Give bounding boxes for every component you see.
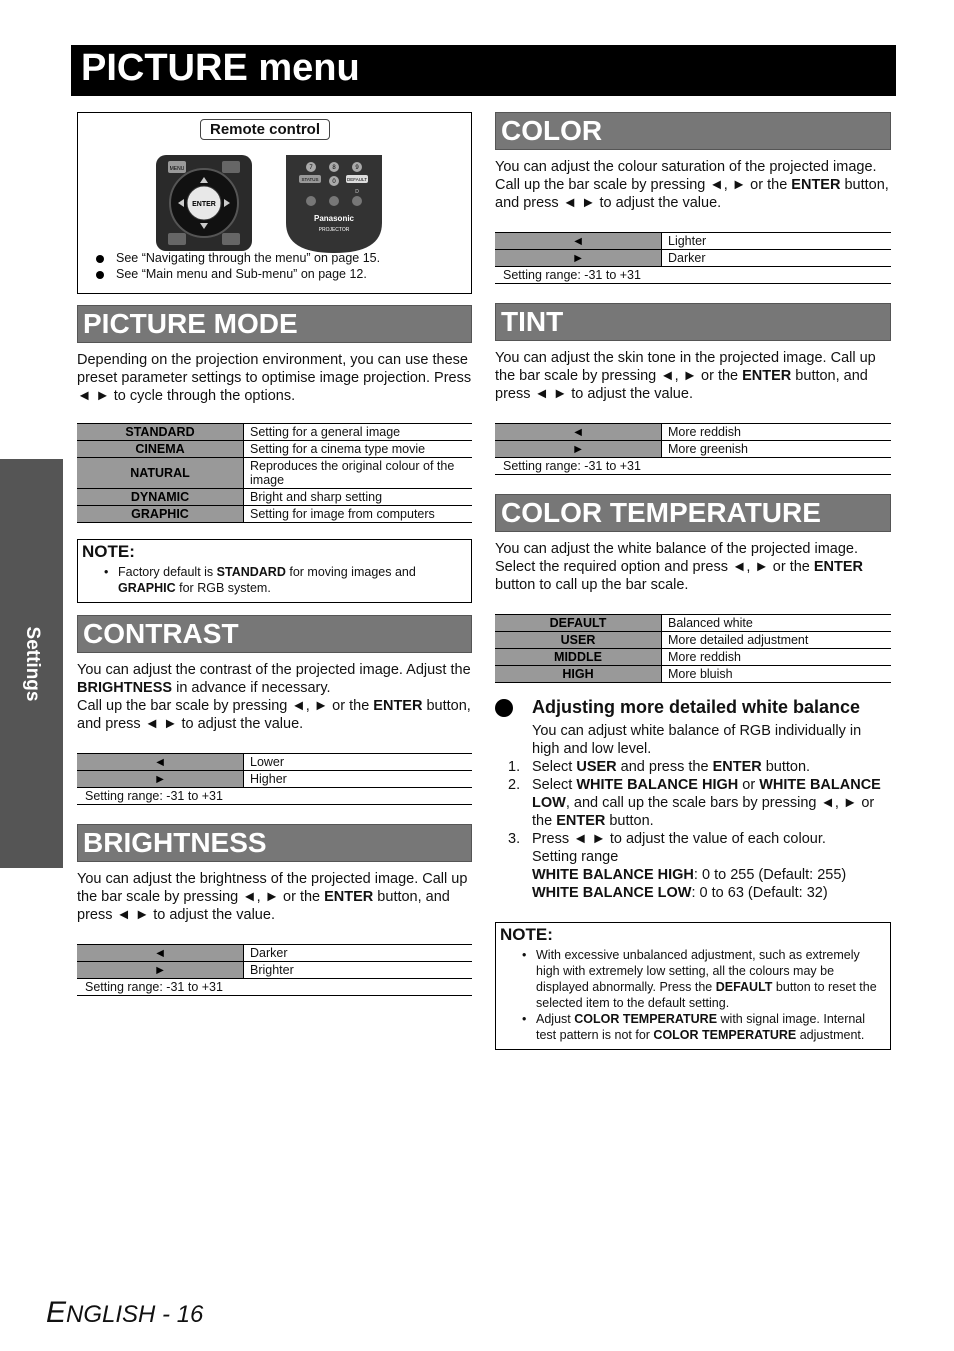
note-box-color-temperature — [495, 922, 891, 1050]
key-right-arrow: ► — [77, 962, 244, 979]
sub-description: You can adjust white balance of RGB individually in high and low level. — [532, 723, 862, 757]
remote-control-box — [77, 112, 472, 294]
tint-heading: TINT — [495, 303, 891, 341]
option-description: Setting for a cinema type movie — [244, 441, 473, 458]
option-name: CINEMA — [77, 441, 244, 458]
table-row — [77, 945, 472, 962]
enter-button-label: ENTER — [192, 201, 216, 208]
table-row — [495, 458, 891, 475]
key-effect: More greenish — [662, 441, 892, 458]
color-description: You can adjust the colour saturation of the projected image. Call up the bar scale by pressing ◄, ► or the ENTER button, and press ◄ ► to adjust the value. — [495, 159, 889, 211]
note-box-picture-mode — [77, 539, 472, 603]
table-row — [77, 962, 472, 979]
contrast-description: You can adjust the contrast of the projected image. Adjust the BRIGHTNESS in advance if necessary. Call up the bar scale by pressing ◄, ► or the ENTER button, and press ◄ ► to adjust the value. — [77, 662, 471, 732]
tint-description: You can adjust the skin tone in the projected image. Call up the bar scale by pressing ◄, ► or the ENTER button, and press ◄ ► to adjust the value. — [495, 350, 876, 402]
contrast-heading: CONTRAST — [77, 615, 472, 653]
option-name: USER — [495, 632, 662, 649]
key-effect: Lower — [244, 754, 473, 771]
key-right-arrow: ► — [495, 441, 662, 458]
key-left-arrow: ◄ — [495, 424, 662, 441]
key-right-arrow: ► — [495, 250, 662, 267]
key-7: 7 — [309, 165, 313, 171]
key-0: 0 — [332, 179, 336, 185]
option-name: DEFAULT — [495, 615, 662, 632]
steps-list — [495, 758, 891, 902]
brightness-table — [77, 944, 472, 996]
setting-range: Setting range: -31 to +31 — [495, 267, 891, 284]
option-description: Reproduces the original colour of the image — [244, 458, 473, 489]
key-effect: Brighter — [244, 962, 473, 979]
key-effect: Higher — [244, 771, 473, 788]
side-tab — [0, 459, 63, 868]
key-8: 8 — [332, 165, 336, 171]
option-name: MIDDLE — [495, 649, 662, 666]
table-row — [77, 424, 472, 441]
setting-range: Setting range: -31 to +31 — [77, 979, 472, 996]
table-row — [495, 250, 891, 267]
option-description: Bright and sharp setting — [244, 489, 473, 506]
table-row — [77, 788, 472, 805]
contrast-table — [77, 753, 472, 805]
table-row — [77, 771, 472, 788]
step-item: 2. Select WHITE BALANCE HIGH or WHITE BALANCE LOW, and call up the scale bars by pressing ◄, ► or the ENTER button. — [508, 777, 881, 829]
color-table — [495, 232, 891, 284]
table-row — [495, 649, 891, 666]
right-column — [495, 112, 891, 1050]
color-temperature-table — [495, 614, 891, 683]
table-row — [495, 441, 891, 458]
option-description: More bluish — [662, 666, 892, 683]
key-right-arrow: ► — [77, 771, 244, 788]
bullet-icon — [495, 699, 513, 717]
option-description: More detailed adjustment — [662, 632, 892, 649]
color-section — [495, 112, 891, 284]
default-button-label: DEFAULT — [347, 177, 367, 182]
table-row — [495, 424, 891, 441]
option-name: GRAPHIC — [77, 506, 244, 523]
remote-note-item: See “Main menu and Sub-menu” on page 12. — [94, 267, 380, 281]
color-temperature-description: You can adjust the white balance of the projected image. Select the required option and press ◄, ► or the ENTER button to call up the bar scale. — [495, 541, 864, 593]
remote-control-image — [156, 153, 396, 253]
table-row — [495, 615, 891, 632]
brightness-section — [77, 824, 472, 996]
key-effect: Darker — [662, 250, 892, 267]
page-footer: ENGLISH - 16 — [46, 1296, 204, 1329]
option-name: HIGH — [495, 666, 662, 683]
status-button-label: STATUS — [301, 177, 319, 182]
picture-mode-section — [77, 305, 472, 523]
remote-control-label: Remote control — [200, 119, 330, 140]
option-name: NATURAL — [77, 458, 244, 489]
side-tab-label: Settings — [21, 626, 43, 701]
contrast-section — [77, 615, 472, 805]
step-item: 1. Select USER and press the ENTER button. — [508, 759, 811, 775]
table-row — [77, 506, 472, 523]
table-row — [77, 458, 472, 489]
step-item: 3. Press ◄ ► to adjust the value of each colour. Setting range WHITE BALANCE HIGH: 0 to 255 (Default: 255) WHITE BALANCE LOW: 0 to 63 (Default: 32) — [508, 831, 847, 901]
note-item: • With excessive unbalanced adjustment, such as extremely high with extremely low setting, all the colours may be displayed abnormally. Press the DEFAULT button to reset the selected item to the default setting. — [536, 947, 886, 1011]
projector-label: PROJECTOR — [318, 227, 350, 233]
left-column — [77, 112, 472, 996]
table-row — [77, 754, 472, 771]
page-title: PICTURE menu — [81, 47, 360, 89]
key-9: 9 — [355, 165, 359, 171]
key-effect: More reddish — [662, 424, 892, 441]
option-description: Setting for a general image — [244, 424, 473, 441]
option-name: STANDARD — [77, 424, 244, 441]
brightness-description: You can adjust the brightness of the projected image. Call up the bar scale by pressing ◄, ► or the ENTER button, and press ◄ ► to adjust the value. — [77, 871, 468, 923]
key-left-arrow: ◄ — [77, 945, 244, 962]
brand-logo-text: Panasonic — [313, 214, 355, 223]
setting-range: Setting range: -31 to +31 — [495, 458, 891, 475]
tint-section — [495, 303, 891, 475]
sub-heading: Adjusting more detailed white balance — [495, 697, 891, 718]
option-name: DYNAMIC — [77, 489, 244, 506]
color-heading: COLOR — [495, 112, 891, 150]
picture-mode-table — [77, 423, 472, 523]
tint-table — [495, 423, 891, 475]
remote-notes — [94, 251, 380, 283]
table-row — [495, 233, 891, 250]
table-row — [77, 441, 472, 458]
brightness-heading: BRIGHTNESS — [77, 824, 472, 862]
menu-button-label: MENU — [169, 166, 185, 172]
table-row — [77, 979, 472, 996]
remote-note-item: See “Navigating through the menu” on page 15. — [94, 251, 380, 265]
table-row — [495, 267, 891, 284]
key-d: D — [355, 189, 359, 195]
table-row — [495, 666, 891, 683]
key-effect: Lighter — [662, 233, 892, 250]
note-item: • Adjust COLOR TEMPERATURE with signal image. Internal test pattern is not for COLOR TEMPERATURE adjustment. — [536, 1011, 886, 1043]
key-left-arrow: ◄ — [495, 233, 662, 250]
picture-mode-heading: PICTURE MODE — [77, 305, 472, 343]
option-description: More reddish — [662, 649, 892, 666]
color-temperature-heading: COLOR TEMPERATURE — [495, 494, 891, 532]
key-effect: Darker — [244, 945, 473, 962]
note-heading: NOTE: — [82, 542, 135, 561]
note-item: • Factory default is STANDARD for moving images and GRAPHIC for RGB system. — [118, 564, 467, 596]
page-title-bar — [71, 45, 896, 96]
color-temperature-section — [495, 494, 891, 902]
note-heading: NOTE: — [500, 925, 553, 944]
option-description: Setting for image from computers — [244, 506, 473, 523]
table-row — [495, 632, 891, 649]
picture-mode-description: Depending on the projection environment, you can use these preset parameter settings to optimise image projection. Press ◄ ► to cycle through the options. — [77, 352, 472, 404]
key-left-arrow: ◄ — [77, 754, 244, 771]
option-description: Balanced white — [662, 615, 892, 632]
table-row — [77, 489, 472, 506]
setting-range: Setting range: -31 to +31 — [77, 788, 472, 805]
